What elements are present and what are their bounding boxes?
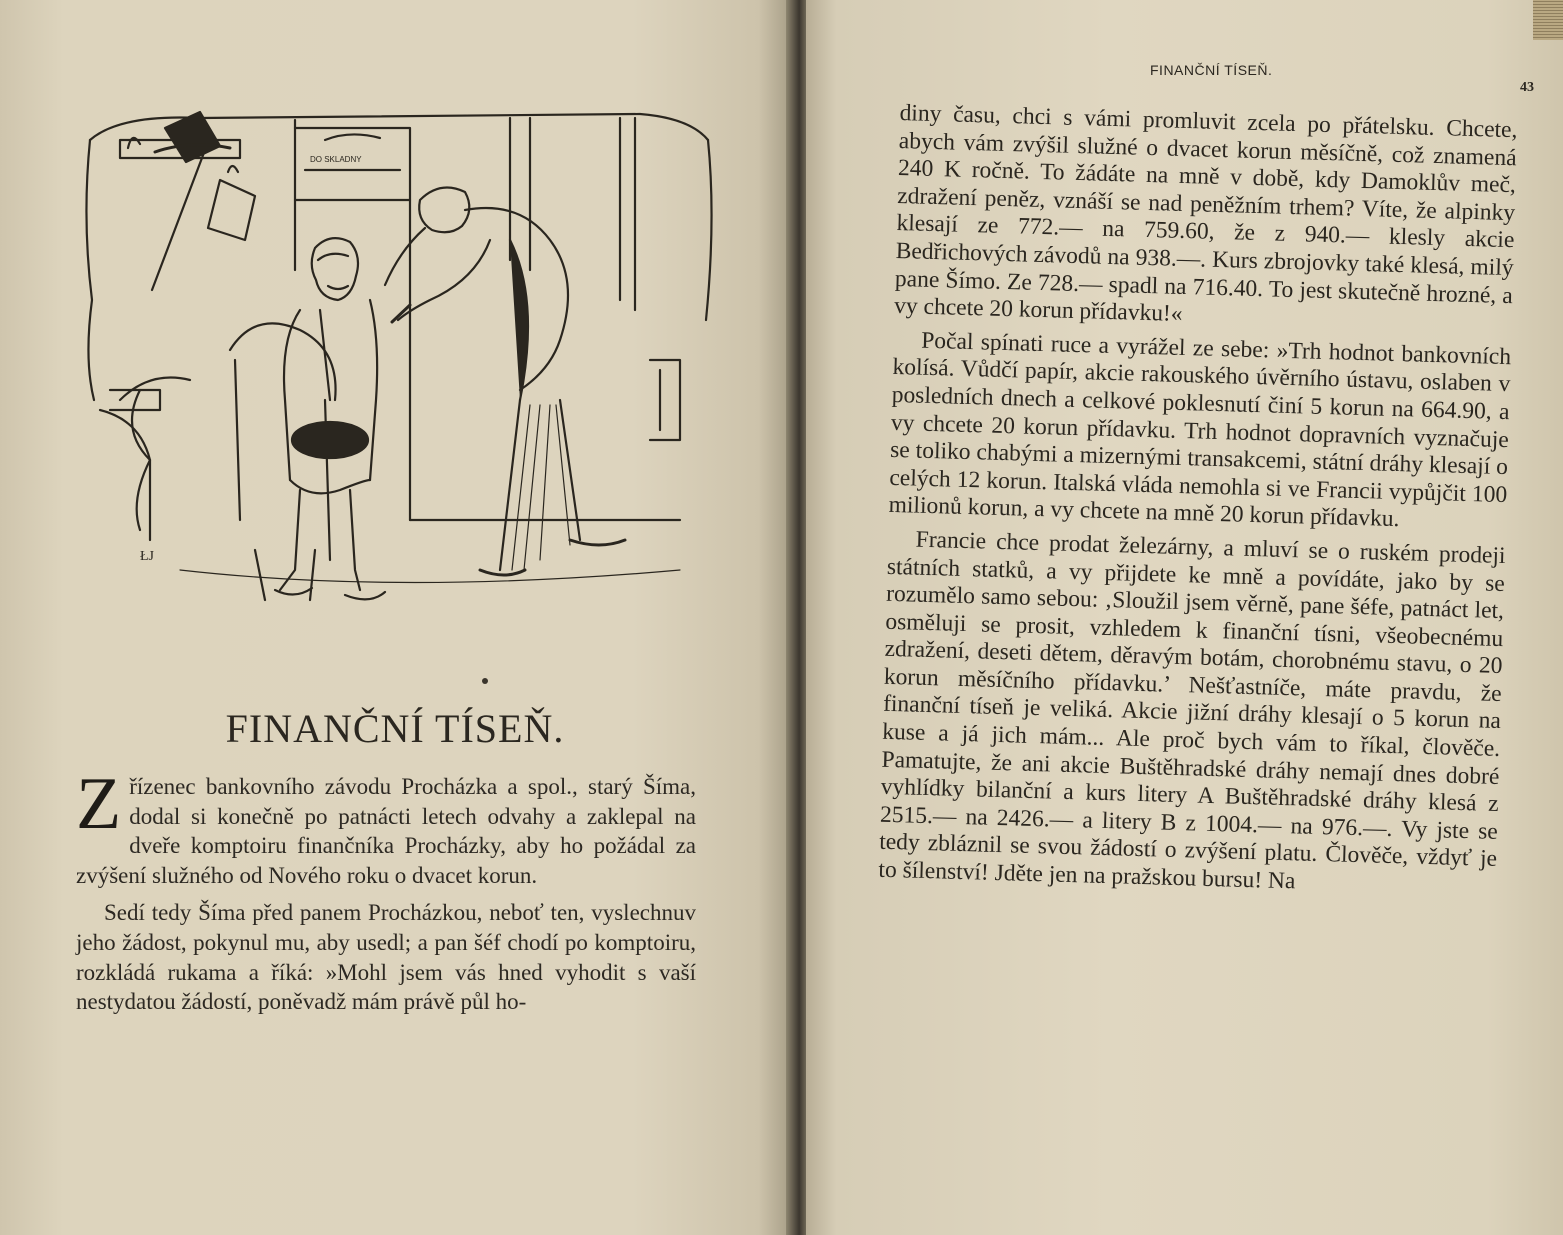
page-speck xyxy=(482,678,488,684)
page-number: 43 xyxy=(1520,80,1534,95)
page-edges xyxy=(1533,0,1563,40)
office-sign-text: DO SKLADNY xyxy=(310,155,362,164)
right-page-body xyxy=(878,100,1518,908)
chapter-title: FINANČNÍ TÍSEŇ. xyxy=(225,706,565,751)
left-page-body xyxy=(76,763,696,1025)
opening-paragraph xyxy=(76,763,696,890)
right-paragraph: diny času, chci s vámi promluvit zcela po přátelsku. Chcete, abych vám zvýšil služné o dvacet korun měsíčně, což znamená 240 K ročně. To žádáte na mně v době, kdy Damoklův meč, zdražení peněz, vznáší se nad peněžním trhem? Víte, že alpinky klesají ze 772.— na 759.60, že z 940.— klesly akcie Bedřichových závodů na 938.—. Kurs zbrojovky také klesá, milý pane Šímo. Ze 728.— spadl na 716.40. To jest skutečně hrozné, a vy chcete 20 korun přídavku!« xyxy=(893,100,1518,328)
right-paragraph: Počal spínati ruce a vyrážel ze sebe: »Trh hodnot bankovních kolísá. Vůdčí papír, akcie rakouského úvěrního ústavu, oslaben v posledních dnech a celkové poklesnutí činí 5 korun na 664.90, a vy chcete 20 korun přídavku. Trh hodnot dopravních vyznačuje se toliko chabými a mizernými transakcemi, státní dráhy klesají o celých 12 korun. Italská vláda nemohla si ve Francii vypůjčit 100 milionů korun, a vy chcete na mně 20 korun přídavku. xyxy=(888,327,1512,533)
running-head: FINANČNÍ TÍSEŇ. xyxy=(1150,62,1273,78)
drop-cap: Z xyxy=(76,763,122,845)
right-paragraph: Francie chce prodat železárny, a mluví se o ruském prodeji státních statků, a vy přijdete ke mně a povídáte, jako by se rozumělo samo sebou: ‚Sloužil jsem věrně, pane šéfe, patnáct let, osměluji se prosit, vzhledem k finanční tísni, všeobecnému zdražení, deseti dětem, děravým botám, chorobnému stavu, o 20 korun měsíčního přídavku.’ Nešťastníče, máte pravdu, že finanční tíseň je veliká. Akcie jižní dráhy klesají o 5 korun na kuse a já jich mám... Ale proč bych vám to říkal, člověče. Pamatujte, že ani akcie Buštěhradské dráhy nemají dnes dobré vyhlídky bilanční a kurs litery A Buštěhradské dráhy klesá z 2515.— na 2426.— a litery B z 1004.— na 976.—. Vy jste se tedy zbláznil se svou žádostí o zvýšení platu. Člověče, vždyť je to šílenství! Jděte jen na pražskou bursu! Na xyxy=(878,526,1506,895)
cartoon-illustration xyxy=(80,100,720,620)
opening-paragraph-text: řízenec bankovního závodu Procházka a spol., starý Šíma, dodal si konečně po patnácti letech odvahy a zaklepal na dveře komptoiru finančníka Procházky, aby ho požádal za zvýšení služného od Nového roku o dvacet korun. xyxy=(76,774,696,888)
illustrator-monogram: ŁJ xyxy=(140,549,154,564)
second-paragraph: Sedí tedy Šíma před panem Procházkou, neboť ten, vyslechnuv jeho žádost, pokynul mu, aby usedl; a pan šéf chodí po komptoiru, rozkládá rukama a říká: »Mohl jsem vás hned vyhodit s vaší nestydatou žádostí, poněvadž mám právě půl ho- xyxy=(76,900,696,1015)
